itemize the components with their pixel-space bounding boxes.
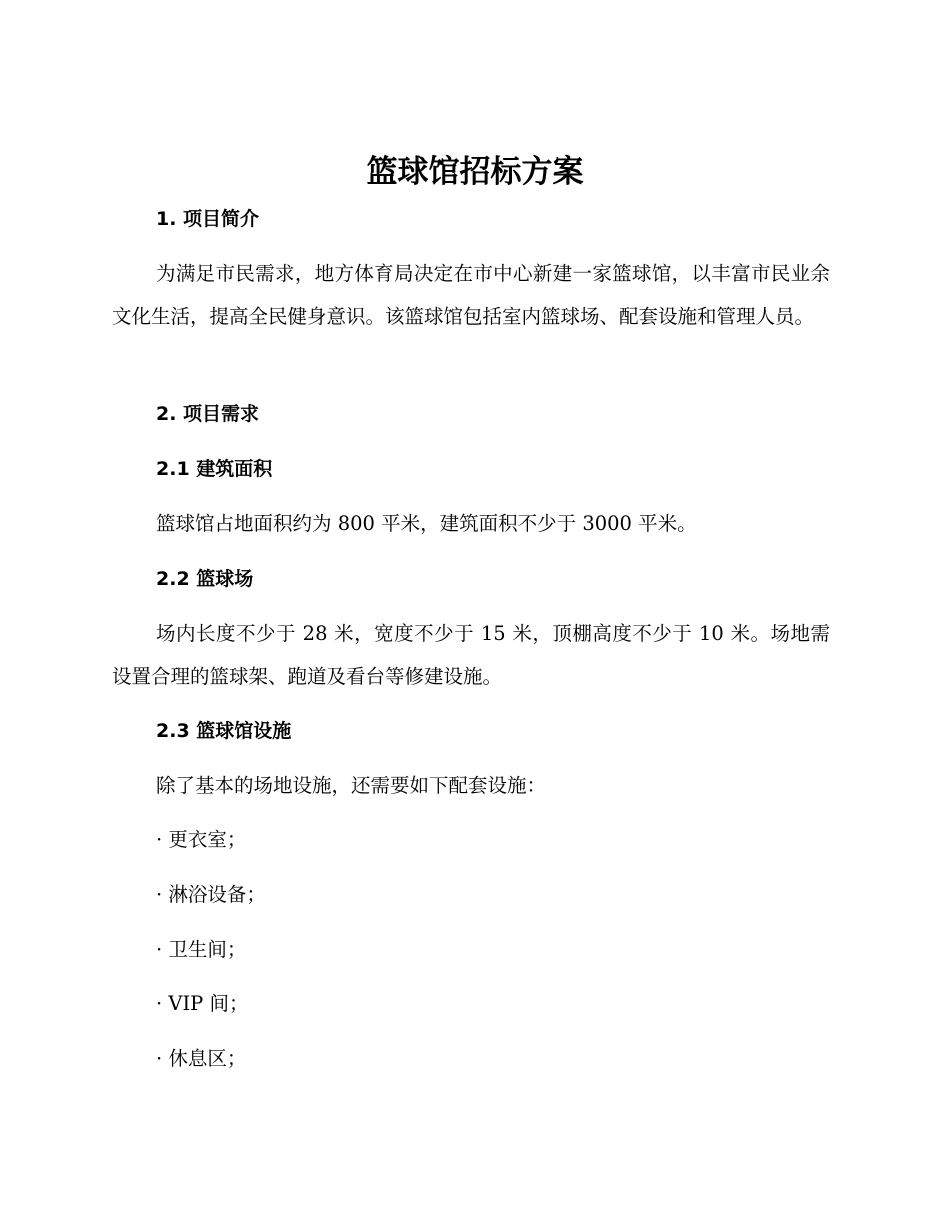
- section-heading-court: 2.2 篮球场: [156, 568, 254, 590]
- section-heading-facilities: 2.3 篮球馆设施: [156, 720, 292, 742]
- list-item: · 更衣室；: [156, 828, 247, 851]
- document-title: 篮球馆招标方案: [366, 154, 584, 190]
- section-heading-requirements: 2. 项目需求: [156, 403, 260, 425]
- paragraph-building-area: 篮球馆占地面积约为 800 平米，建筑面积不少于 3000 平米。: [156, 512, 697, 535]
- section-heading-intro: 1. 项目简介: [156, 208, 260, 230]
- paragraph-intro: 为满足市民需求，地方体育局决定在市中心新建一家篮球馆，以丰富市民业余文化生活，提高全民健身意识。该篮球馆包括室内篮球场、配套设施和管理人员。: [112, 262, 830, 328]
- list-item: · 淋浴设备；: [156, 883, 266, 906]
- list-item: · 休息区；: [156, 1047, 247, 1070]
- section-heading-building-area: 2.1 建筑面积: [156, 458, 273, 480]
- paragraph-facilities-intro: 除了基本的场地设施，还需要如下配套设施：: [156, 774, 547, 797]
- paragraph-court: 场内长度不少于 28 米，宽度不少于 15 米，顶棚高度不少于 10 米。场地需设置合理的篮球架、跑道及看台等修建设施。: [112, 622, 830, 688]
- list-item: · VIP 间；: [156, 992, 249, 1015]
- list-item: · 卫生间；: [156, 938, 247, 961]
